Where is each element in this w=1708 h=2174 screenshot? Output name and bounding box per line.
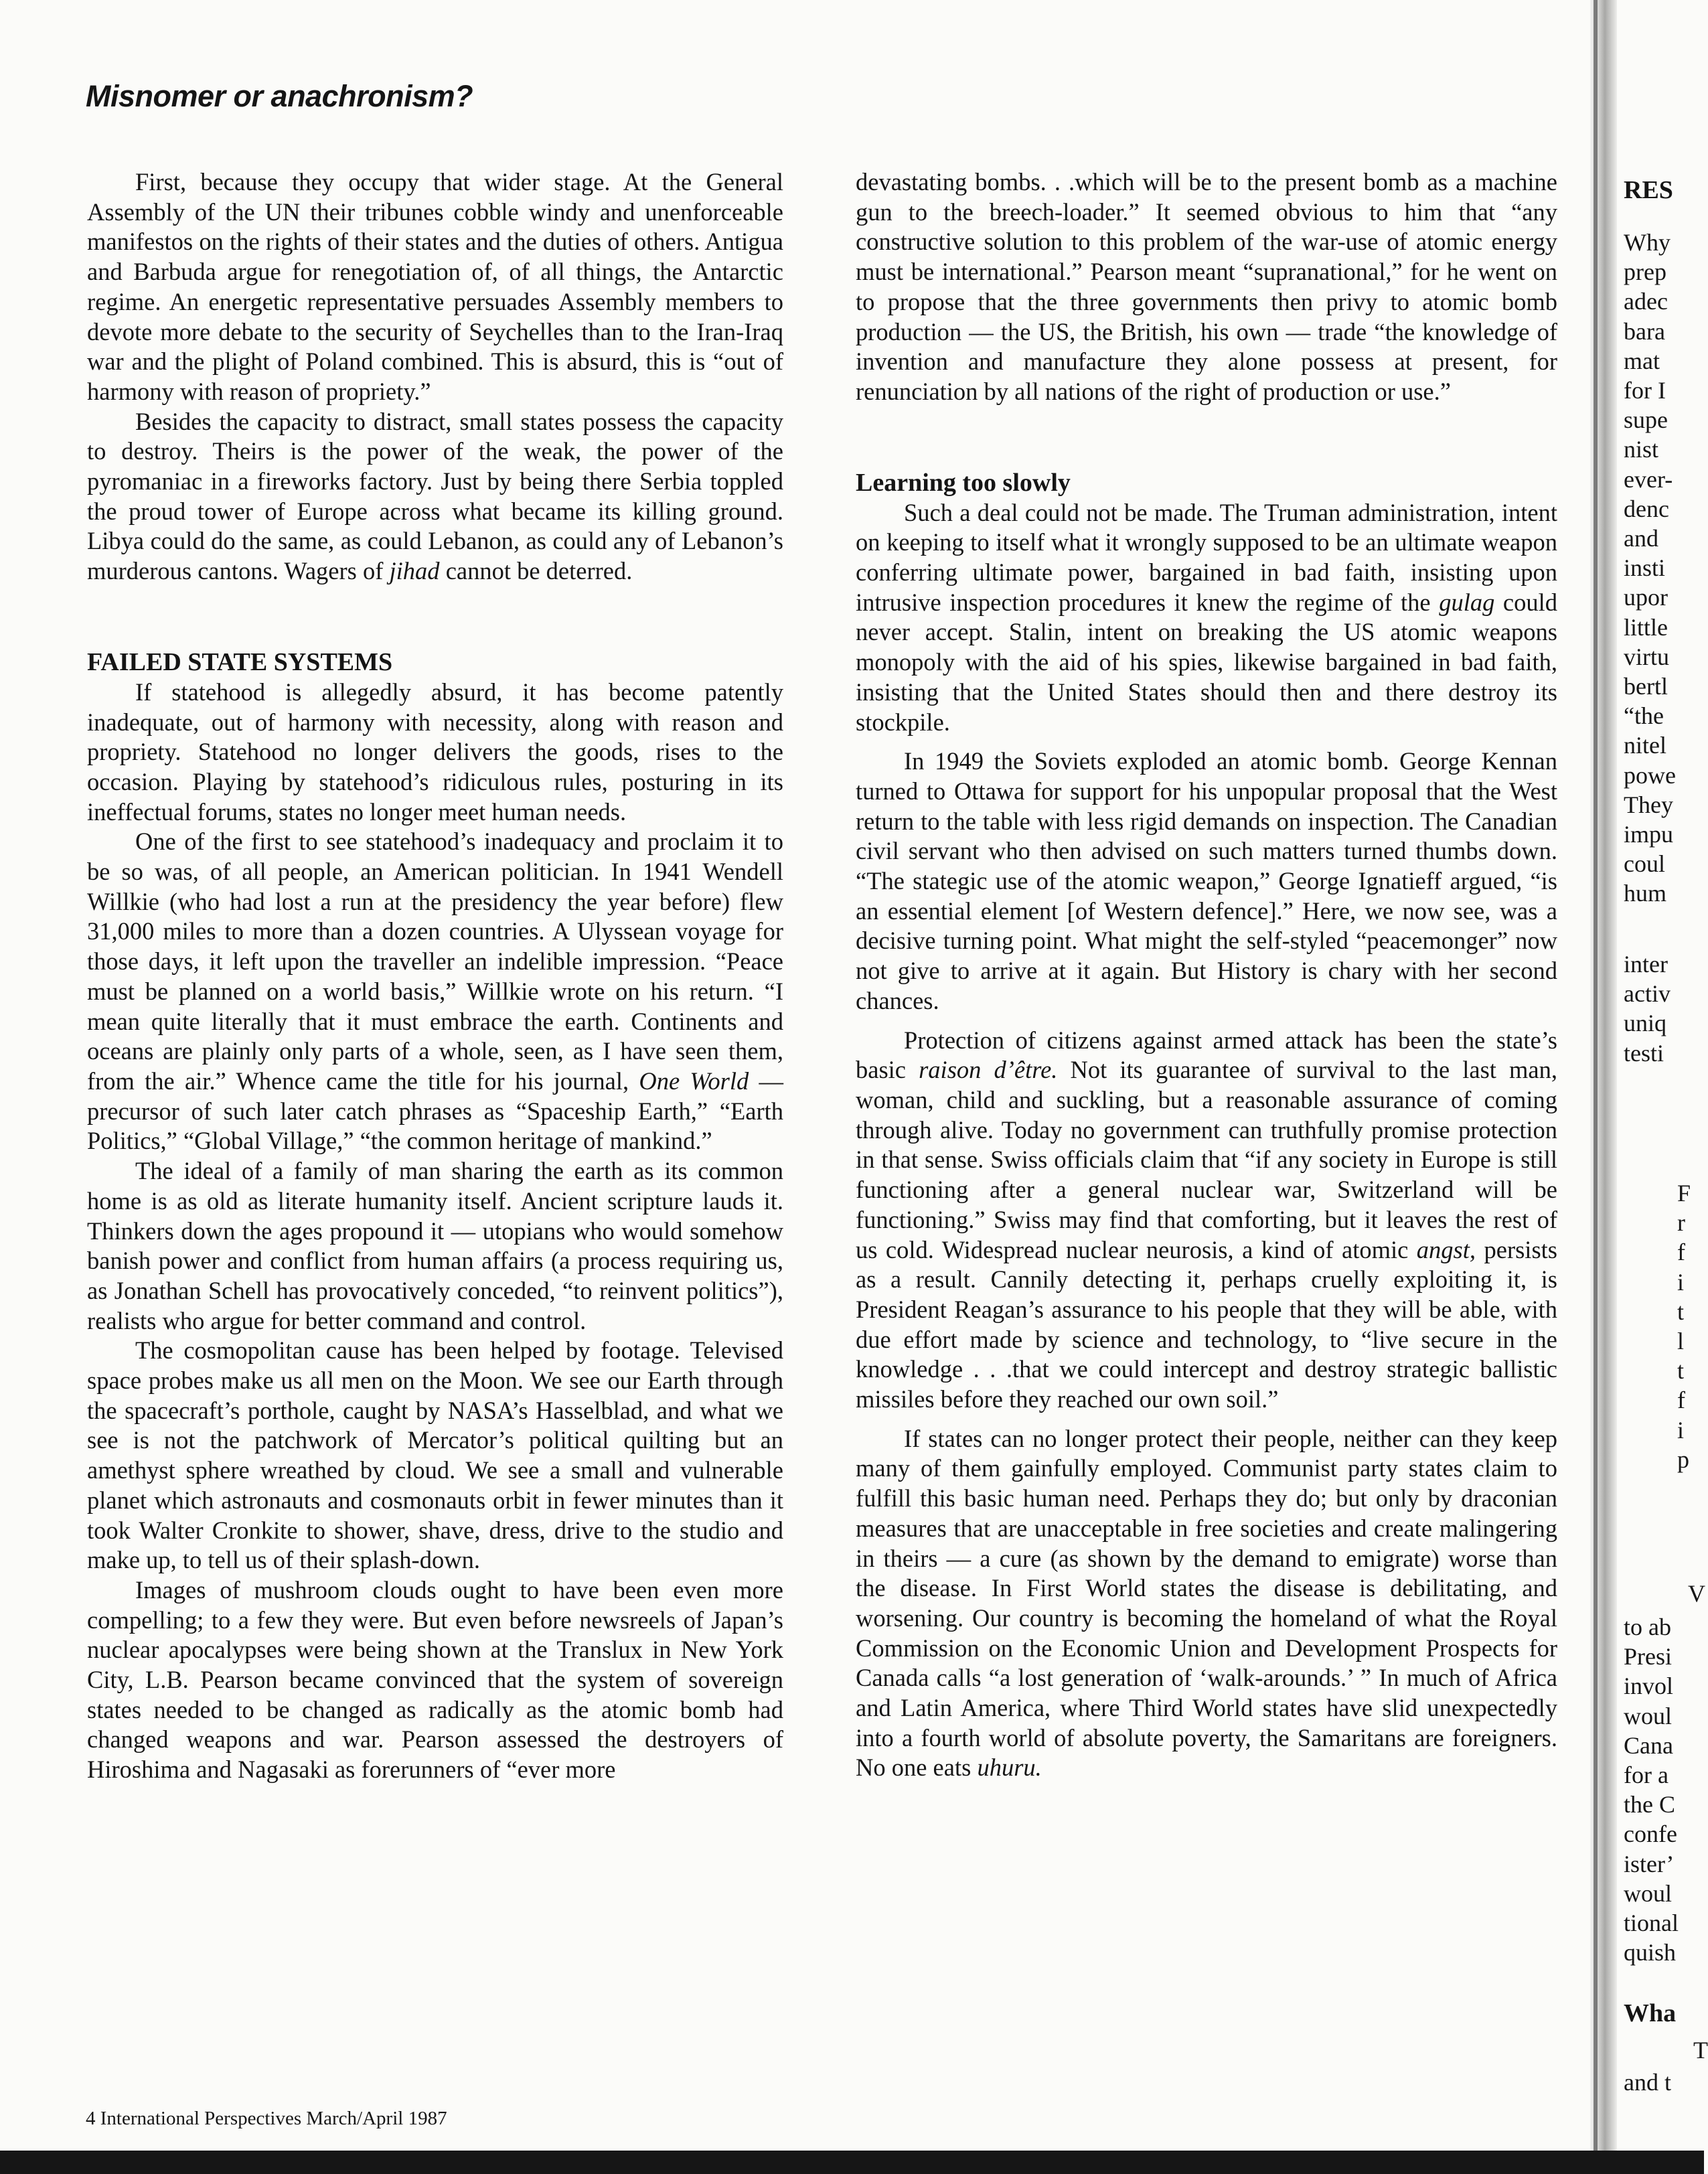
facing-fragment-line: to ab [1624, 1614, 1671, 1640]
facing-fragment-line: insti [1624, 554, 1666, 582]
facing-fragment-line: adec [1624, 288, 1668, 315]
page-gutter-line [1594, 0, 1598, 2174]
facing-fragment-line: i [1677, 1268, 1685, 1296]
facing-fragment-line: Why [1624, 229, 1671, 256]
scan-bottom-edge [0, 2151, 1704, 2174]
facing-fragment-line: They [1624, 791, 1673, 818]
paragraph: Such a deal could not be made. The Truman administration, intent on keeping to itself what it wrongly supposed to be an ultimate weapon conferring ultimate power, bargained in bad faith, insisting upon intrusive inspection procedures it knew the regime of the gulag could never accept. Stalin, intent on breaking the US atomic weapons monopoly with the aid of his spies, likewise bargained in bad faith, insisting that the United States should then and there destroy its stockpile. [856, 498, 1557, 736]
facing-fragment-line: Presi [1624, 1643, 1672, 1671]
paragraph: Images of mushroom clouds ought to have been even more compelling; to a few they were. But even before newsreels of Japan’s nuclear apocalypses were being shown at the Translux in New York City, L.B. Pearson became convinced that the system of sovereign states needed to be changed as radically as the atomic bomb had changed weapons and war. Pearson assessed the destroyers of Hiroshima and Nagasaki as forerunners of “ever more [87, 1575, 783, 1784]
facing-fragment-line: nitel [1624, 732, 1666, 759]
paragraph: Besides the capacity to distract, small states possess the capacity to destroy. Theirs is the power of the weak, the power of the pyromaniac in a fireworks factory. Just by being there Serbia toppled the proud tower of Europe across what became its killing ground. Libya could do the same, as could Lebanon, as could any of Lebanon’s murderous cantons. Wagers of jihad cannot be deterred. [87, 407, 783, 585]
paragraph: In 1949 the Soviets exploded an atomic bomb. George Kennan turned to Ottawa for support for his unpopular proposal that the West return to the table with less rigid demands on inspection. The Canadian civil servant who then advised on such matters turned thumbs down. “The stategic use of the atomic weapon,” George Ignatieff argued, “is an essential element [of Western defence].” Here, we now see, was a decisive turning point. What might the self-styled “peacemonger” now not give to arrive at it again. But History is chary with her second chances. [856, 747, 1557, 1014]
facing-fragment-line: ever- [1624, 465, 1673, 493]
facing-fragment-line: p [1677, 1446, 1689, 1473]
facing-fragment-line: virtu [1624, 643, 1669, 670]
facing-fragment-line: nist [1624, 436, 1659, 463]
facing-fragment-line: bertl [1624, 673, 1668, 700]
facing-fragment-line: f [1677, 1387, 1685, 1414]
paragraph: The ideal of a family of man sharing the earth as its common home is as old as literate humanity itself. Ancient scripture lauds it. Thinkers down the ages propound it — utopians who would somehow banish power and conflict from human affairs (a process requiring us, as Jonathan Schell has provocatively conceded, “to reinvent politics”), realists who argue for better command and control. [87, 1157, 783, 1334]
facing-fragment-line: quish [1624, 1939, 1677, 1966]
facing-fragment-line: i [1677, 1416, 1685, 1444]
facing-fragment-line: V [1688, 1580, 1705, 1607]
section-heading-failed-state-systems: FAILED STATE SYSTEMS [87, 647, 393, 676]
facing-fragment-line: supe [1624, 406, 1668, 434]
facing-fragment-line: ister’ [1624, 1850, 1675, 1877]
page-footer: 4 International Perspectives March/April 1987 [86, 2108, 447, 2129]
facing-fragment-line: and t [1624, 2069, 1671, 2096]
paragraph: First, because they occupy that wider stage. At the General Assembly of the UN their tribunes cobble windy and unenforceable manifestos on the rights of their states and the duties of others. Antigua and Barbuda argue for renegotiation of, of all things, the Antarctic regime. An energetic representative persuades Assembly members to devote more debate to the security of Seychelles than to the Iran-Iraq war and the plight of Poland combined. This is absurd, this is “out of harmony with reason of propriety.” [87, 168, 783, 405]
facing-fragment-line: upor [1624, 584, 1668, 611]
facing-fragment-line: invol [1624, 1673, 1674, 1700]
paragraph: If states can no longer protect their people, neither can they keep many of them gainfully employed. Communist party states claim to fulfill this basic human need. Perhaps they do; but only by draconian measures that are unacceptable in free societies and create malingering in theirs — a cure (as shown by the demand to emigrate) worse than the disease. In First World states the disease is debilitating, and worsening. Our country is becoming the homeland of what the Royal Commission on the Economic Union and Development Prospects for Canada calls “a lost generation of ‘walk-arounds.’ ” In much of Africa and Latin America, where Third World states have slid unexpectedly into a fourth world of absolute poverty, the Samaritans are foreigners. No one eats uhuru. [856, 1424, 1557, 1782]
facing-heading-2: Wha [1624, 1999, 1677, 2027]
facing-fragment-line: coul [1624, 850, 1665, 878]
paragraph: devastating bombs. . .which will be to the present bomb as a machine gun to the breech-loader.” It seemed obvious to him that “any constructive solution to this problem of the war-use of atomic energy must be international.” Pearson meant “supranational,” for he went on to propose that the three governments then privy to atomic bomb production — the US, the British, his own — trade “the knowledge of invention and manufacture they alone possess at present, for renunciation by all nations of the right of production or use.” [856, 168, 1557, 405]
facing-fragment-line: little [1624, 613, 1668, 641]
paragraph: If statehood is allegedly absurd, it has become patently inadequate, out of harmony with necessity, along with reason and propriety. Statehood no longer delivers the goods, rises to the occasion. Playing by statehood’s ridiculous rules, posturing in its ineffectual forums, states no longer meet human needs. [87, 678, 783, 826]
facing-fragment-line: F [1677, 1180, 1691, 1207]
facing-fragment-line: mat [1624, 347, 1660, 374]
facing-fragment-line: l [1677, 1328, 1685, 1354]
paragraph: One of the first to see statehood’s inadequacy and proclaim it to be so was, of all people, an American politician. In 1941 Wendell Willkie (who had lost a run at the presidency the year before) flew 31,000 miles to more than a dozen countries. A Ulyssean voyage for those days, it left upon the traveller an indelible impression. “Peace must be planned on a world basis,” Willkie wrote on his return. “I mean quite literally that it must embrace the earth. Continents and oceans are plainly only parts of a whole, seen, as I have seen them, from the air.” Whence came the title for his journal, One World — precursor of such later catch phrases as “Spaceship Earth,” “Earth Politics,” “Global Village,” “the common heritage of mankind.” [87, 828, 783, 1155]
facing-fragment-line: woul [1624, 1879, 1672, 1907]
page-heading: Misnomer or anachronism? [86, 79, 473, 113]
facing-fragment-line: prep [1624, 258, 1666, 286]
facing-fragment-line: impu [1624, 821, 1674, 848]
facing-fragment-line: for I [1624, 377, 1666, 404]
facing-fragment-line: and [1624, 525, 1658, 552]
facing-fragment-line: Cana [1624, 1731, 1673, 1759]
facing-fragment-line: denc [1624, 495, 1669, 522]
paragraph: Protection of citizens against armed attack has been the state’s basic raison d’être. Not its guarantee of survival to the last man, woman, child and suckling, but a reasonable assurance of coming through alive. Today no government can truthfully promise protection in that sense. Swiss officials claim that “if any society in Europe is still functioning after a general nuclear war, Switzerland will be functioning.” Swiss may find that comforting, but it leaves the rest of us cold. Widespread nuclear neurosis, a kind of atomic angst, persists as a result. Cannily detecting it, perhaps cruelly exploiting it, is President Reagan’s assurance to his people that they will be able, with due effort made by science and technology, to “live secure in the knowledge . . .that we could intercept and destroy strategic ballistic missiles before they reached our own soil.” [856, 1026, 1557, 1413]
facing-page-fragment [1624, 0, 1708, 2151]
facing-heading: RES [1624, 176, 1673, 204]
facing-fragment-line: the C [1624, 1791, 1675, 1818]
facing-fragment-line: for a [1624, 1762, 1668, 1788]
facing-fragment-line: confe [1624, 1820, 1677, 1848]
facing-fragment-line: t [1677, 1357, 1685, 1385]
left-column [87, 167, 783, 1785]
facing-fragment-line: T [1693, 2037, 1708, 2064]
facing-fragment-line: t [1677, 1298, 1685, 1325]
middle-column [856, 167, 1557, 1783]
facing-fragment-line: “the [1624, 702, 1664, 730]
section-heading-learning-too-slowly: Learning too slowly [856, 468, 1071, 497]
facing-fragment-line: uniq [1624, 1010, 1667, 1037]
facing-fragment-line: bara [1624, 317, 1665, 345]
facing-fragment-line: powe [1624, 761, 1676, 789]
facing-fragment-line: f [1677, 1239, 1685, 1266]
facing-fragment-line: hum [1624, 880, 1667, 907]
facing-fragment-line: r [1677, 1209, 1685, 1237]
facing-fragment-line: testi [1624, 1039, 1664, 1067]
facing-fragment-line: inter [1624, 951, 1668, 978]
facing-fragment-line: activ [1624, 980, 1671, 1008]
facing-fragment-line: woul [1624, 1702, 1672, 1729]
paragraph: The cosmopolitan cause has been helped by footage. Televised space probes make us all men on the Moon. We see our Earth through the spacecraft’s porthole, caught by NASA’s Hasselblad, and what we see is not the patchwork of Mercator’s political quilting but an amethyst sphere wreathed by cloud. We see a small and vulnerable planet which astronauts and cosmonauts orbit in fewer minutes than it took Walter Cronkite to shower, shave, dress, drive to the studio and make up, to tell us of their splash-down. [87, 1336, 783, 1574]
facing-fragment-line: tional [1624, 1910, 1679, 1936]
